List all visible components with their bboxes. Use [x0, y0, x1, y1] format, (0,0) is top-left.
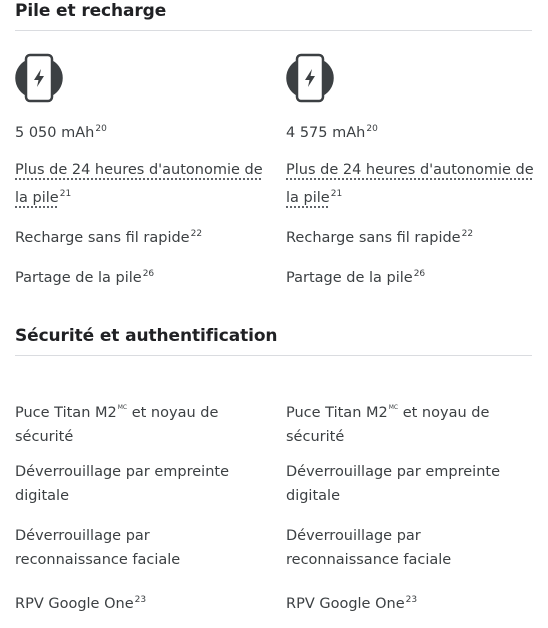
footnote-ref[interactable]: 22 — [461, 229, 474, 239]
battery-charging-phone-icon — [15, 53, 63, 103]
footnote-ref[interactable]: 23 — [134, 595, 147, 605]
battery-column-left — [15, 53, 265, 293]
face-unlock: Déverrouillage par reconnaissance faciale — [286, 528, 452, 568]
footnote-ref[interactable]: 20 — [95, 124, 107, 134]
battery-column-right — [286, 53, 536, 293]
battery-charging-phone-icon — [286, 53, 334, 103]
security-section-divider — [15, 355, 532, 356]
footnote-ref[interactable]: 21 — [330, 189, 343, 199]
trademark-mark: MC — [388, 404, 399, 411]
trademark-mark: MC — [117, 404, 128, 411]
battery-section-title: Pile et recharge — [15, 1, 167, 21]
wireless-charging: Recharge sans fil rapide$^{22}$ — [286, 229, 474, 246]
footnote-ref[interactable]: 26 — [413, 269, 426, 279]
footnote-ref[interactable]: 23 — [405, 595, 418, 605]
fingerprint-unlock: Déverrouillage par empreinte digitale — [286, 464, 501, 504]
wireless-charging: Recharge sans fil rapide$^{22}$ — [15, 229, 203, 246]
titan-chip: Puce Titan $M2^{MC}$ et noyau de sécurité — [15, 404, 219, 445]
google-one-vpn: RPV Google One$^{23}$ — [15, 595, 147, 612]
google-one-vpn: RPV Google One$^{23}$ — [286, 595, 418, 612]
security-section-title: Sécurité et authentification — [15, 326, 278, 346]
battery-capacity: 4 575 mAh$^{20}$ — [286, 124, 378, 141]
footnote-ref[interactable]: 21 — [59, 189, 72, 199]
battery-autonomy-link[interactable]: Plus de 24 heures d'autonomie de la pile$^{21}$ — [286, 162, 534, 206]
battery-autonomy-link[interactable]: Plus de 24 heures d'autonomie de la pile$^{21}$ — [15, 162, 263, 206]
footnote-ref[interactable]: 22 — [190, 229, 203, 239]
face-unlock: Déverrouillage par reconnaissance faciale — [15, 528, 181, 568]
titan-chip: Puce Titan $M2^{MC}$ et noyau de sécurité — [286, 404, 490, 445]
security-column-right — [286, 396, 536, 616]
battery-section-divider — [15, 30, 532, 31]
security-column-left — [15, 396, 265, 616]
battery-share: Partage de la pile$^{26}$ — [286, 269, 426, 286]
footnote-ref[interactable]: 20 — [366, 124, 378, 134]
fingerprint-unlock: Déverrouillage par empreinte digitale — [15, 464, 230, 504]
battery-capacity: 5 050 mAh$^{20}$ — [15, 124, 107, 141]
footnote-ref[interactable]: 26 — [142, 269, 155, 279]
battery-share: Partage de la pile$^{26}$ — [15, 269, 155, 286]
